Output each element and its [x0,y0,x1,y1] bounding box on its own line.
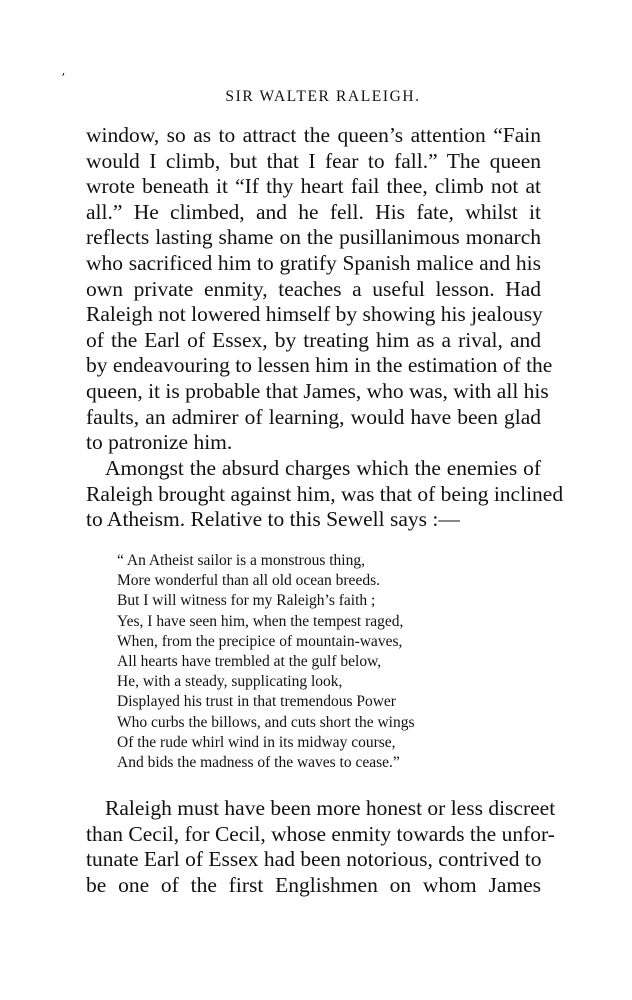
poem-line: But I will witness for my Raleigh’s faith ; [117,592,376,610]
poem-line: When, from the precipice of mountain-waves, [117,632,403,650]
text-line: tunate Earl of Essex had been notorious, contrived to [86,847,542,872]
text-line: would I climb, but that I fear to fall.” The queen [86,148,541,173]
poem-line: And bids the madness of the waves to cease.” [117,753,400,771]
text-line: window, so as to attract the queen’s attention “Fain [86,123,541,147]
paragraph-3 [86,796,556,898]
poem-line: More wonderful than all old ocean breeds. [117,572,380,590]
corner-mark: ʼ [61,71,65,85]
poem-quotation [117,551,414,773]
text-line: own private enmity, teaches a useful lesson. Had [86,276,541,301]
text-line: who sacrificed him to gratify Spanish malice and his [86,250,541,275]
text-line: to Atheism. Relative to this Sewell says :— [86,507,460,532]
text-line: Raleigh brought against him, was that of being inclined [86,481,564,506]
text-line: Raleigh not lowered himself by showing his jealousy [86,302,543,327]
poem-line: “ An Atheist sailor is a monstrous thing, [117,552,365,569]
poem-line: He, with a steady, supplicating look, [117,673,343,691]
text-line: to patronize him. [86,430,233,455]
text-line: Amongst the absurd charges which the enemies of [105,456,541,480]
poem-line: Yes, I have seen him, when the tempest raged, [117,612,404,630]
text-line: faults, an admirer of learning, would have been glad [86,404,541,429]
text-line: Raleigh must have been more honest or less discreet [105,796,556,820]
running-head: SIR WALTER RALEIGH. [225,88,421,105]
text-line: all.” He climbed, and he fell. His fate, whilst it [86,199,541,224]
poem-line: All hearts have trembled at the gulf below, [117,652,382,670]
text-line: by endeavouring to lessen him in the estimation of the [86,353,553,378]
poem-line: Displayed his trust in that tremendous Power [117,693,396,711]
text-line: queen, it is probable that James, who was, with all his [86,378,549,403]
poem-line: Of the rude whirl wind in its midway course, [117,733,396,751]
paragraph-2 [86,456,564,533]
text-line: wrote beneath it “If thy heart fail thee, climb not at [86,174,541,199]
paragraph-1 [86,123,553,456]
text-line: than Cecil, for Cecil, whose enmity towards the unfor- [86,821,555,846]
text-line: of the Earl of Essex, by treating him as a rival, and [86,327,541,352]
poem-line: Who curbs the billows, and cuts short the wings [117,713,415,731]
text-line: reflects lasting shame on the pusillanimous monarch [86,225,541,250]
text-line: be one of the first Englishmen on whom James [86,872,541,897]
